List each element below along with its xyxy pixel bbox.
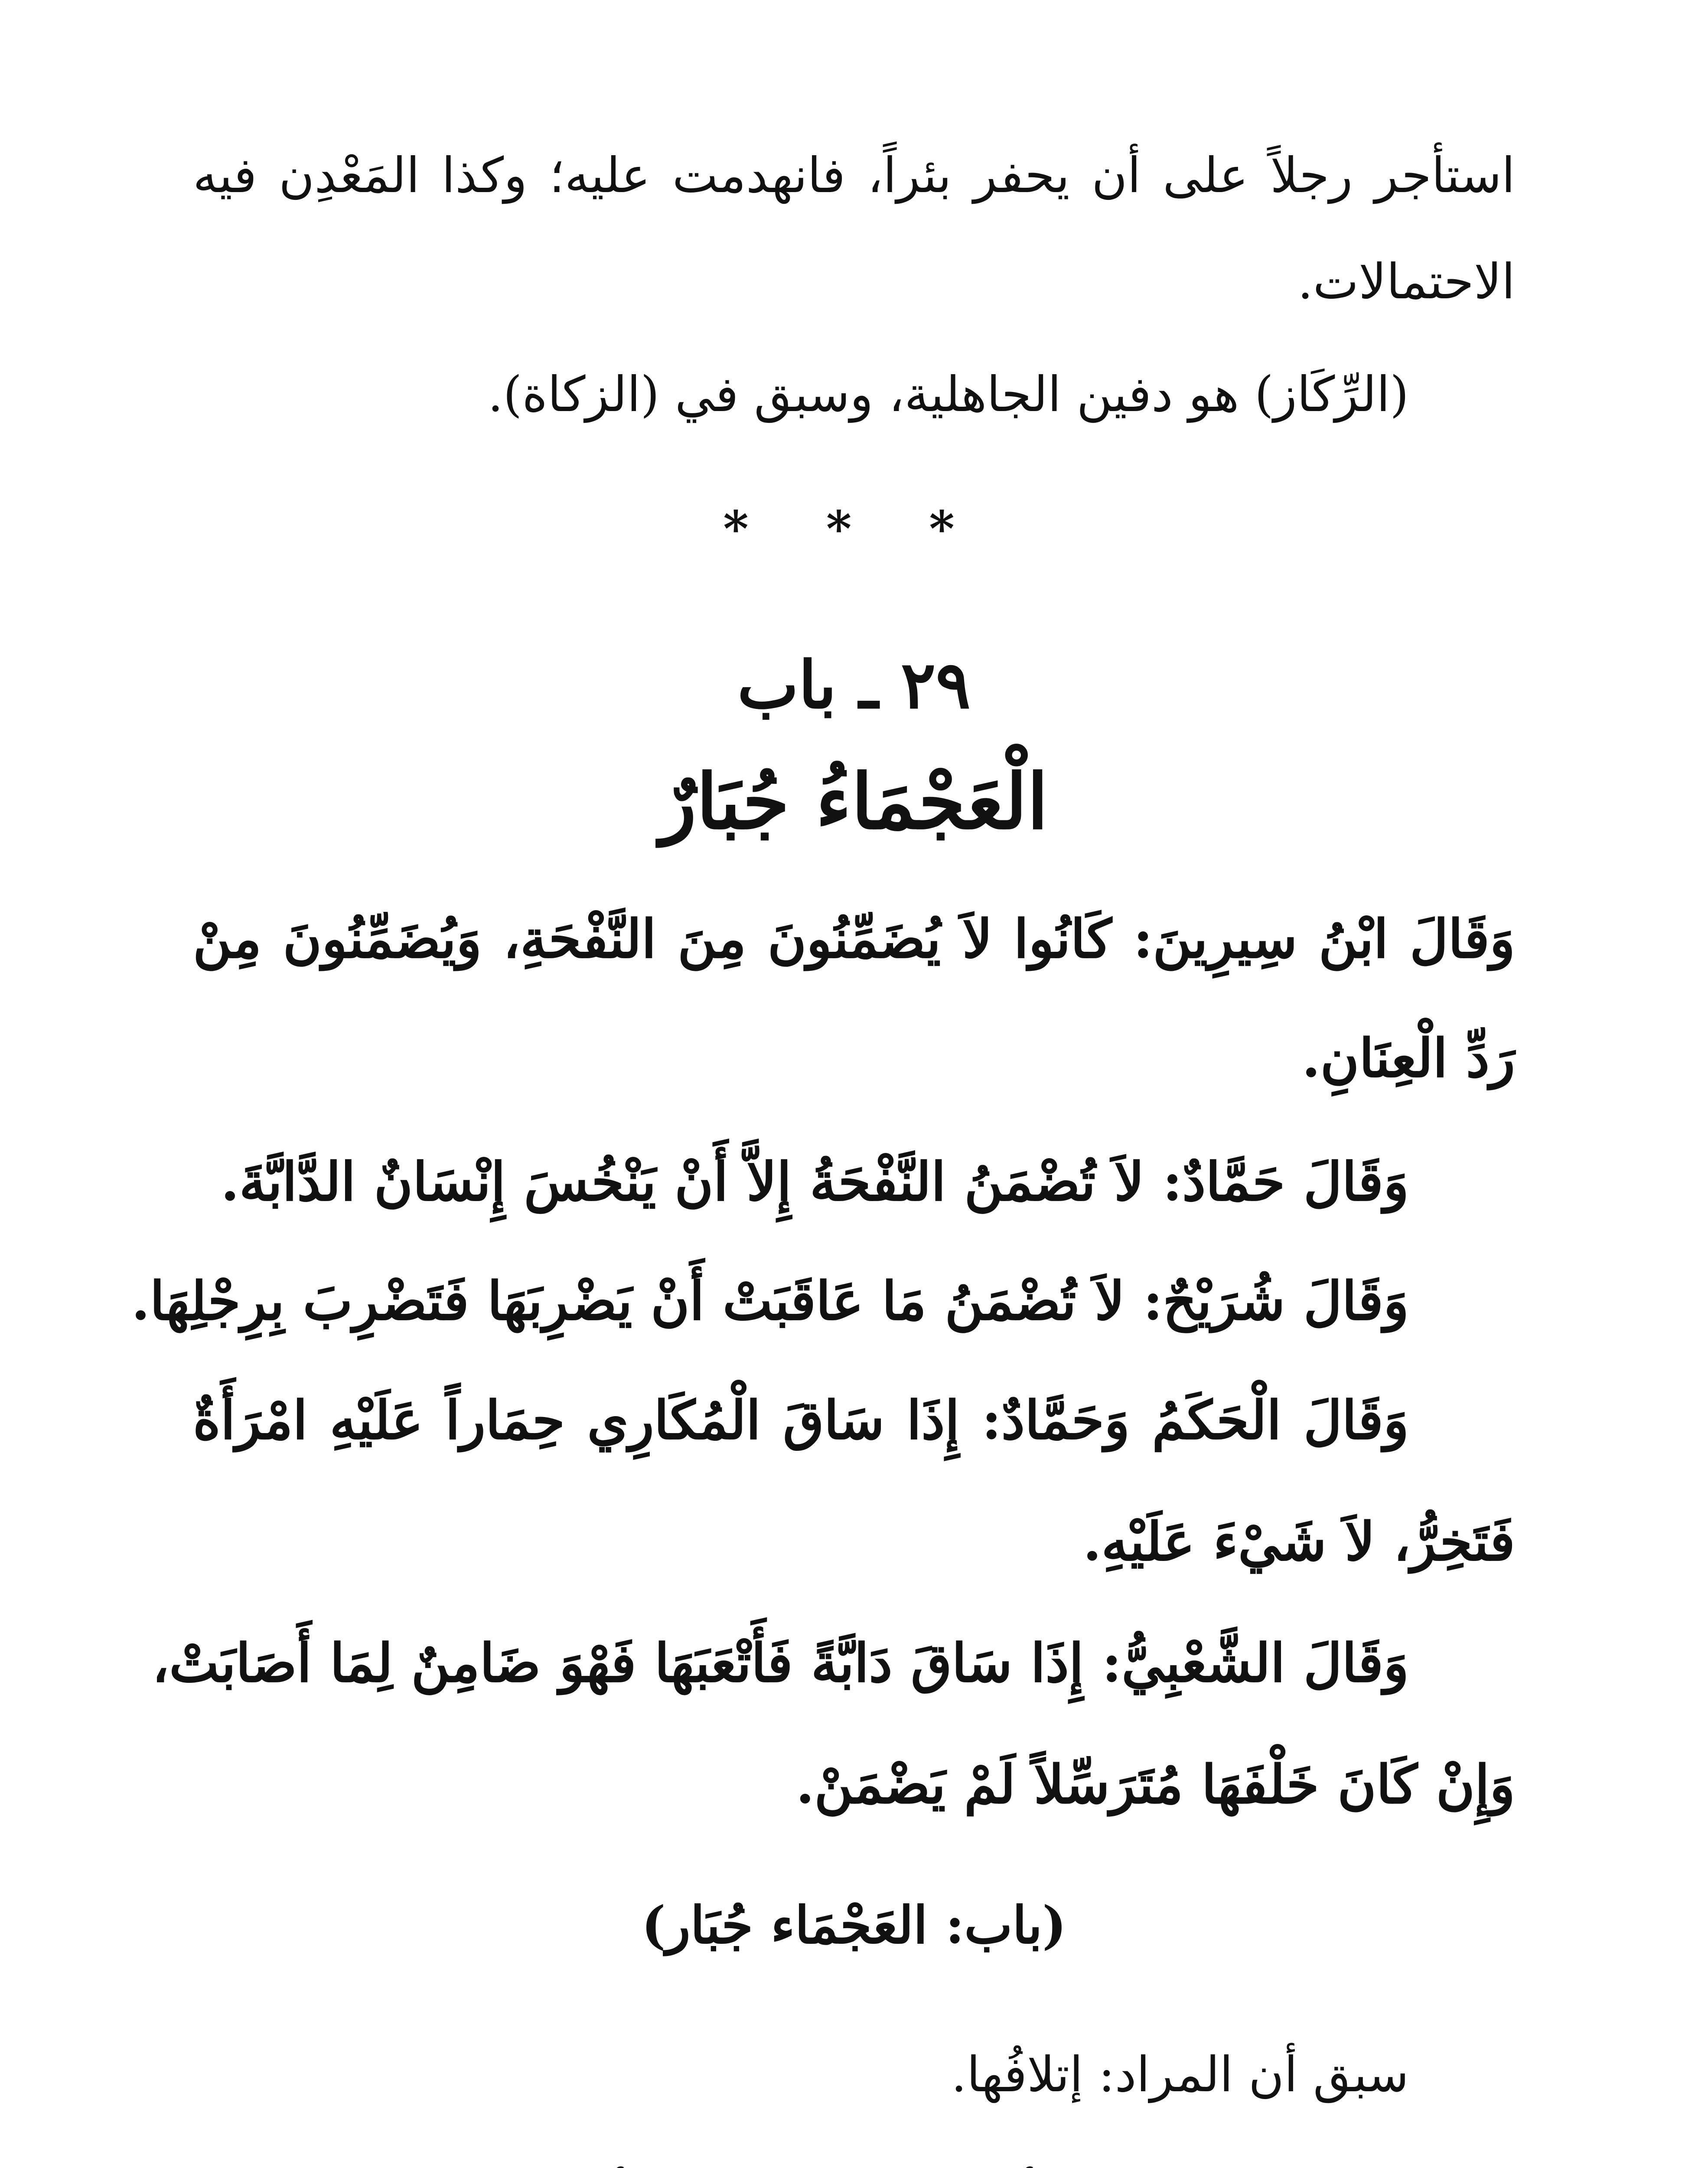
matn-line: وَقَالَ الشَّعْبِيُّ: إِذَا سَاقَ دَابَّةً فَأَتْعَبَهَا فَهْوَ ضَامِنٌ لِمَا أَصَابَتْ، <box>152 1632 1409 1694</box>
chapter-number: ٢٩ ـ باب <box>737 647 971 723</box>
matn-line: وَقَالَ الْحَكَمُ وَحَمَّادٌ: إِذَا سَاقَ الْمُكَارِي حِمَاراً عَلَيْهِ امْرَأَةٌ <box>193 1389 1409 1451</box>
rikaz-note: (الرِّكَاز) هو دفين الجاهلية، وسبق في (الزكاة). <box>488 366 1409 423</box>
section-separator: * * * <box>723 501 985 558</box>
matn-line: وَقَالَ حَمَّادٌ: لاَ تُضْمَنُ النَّفْحَةُ إِلاَّ أَنْ يَنْخُسَ إِنْسَانٌ الدَّابَّةَ. <box>221 1150 1409 1213</box>
matn-line: رَدِّ الْعِنَانِ. <box>1302 1027 1515 1089</box>
chapter-title: الْعَجْمَاءُ جُبَارٌ <box>660 757 1048 846</box>
matn-line: وَإِنْ كَانَ خَلْفَهَا مُتَرَسِّلاً لَمْ يَضْمَنْ. <box>795 1753 1515 1815</box>
commentary-heading: (باب: العَجْمَاء جُبَار) <box>641 1895 1067 1955</box>
matn-line: فَتَخِرُّ، لاَ شَيْءَ عَلَيْهِ. <box>1083 1510 1515 1573</box>
commentary-line <box>193 2166 1409 2168</box>
matn-line: وَقَالَ شُرَيْحٌ: لاَ تُضْمَنُ مَا عَاقَبَتْ أَنْ يَضْرِبَهَا فَتَضْرِبَ بِرِجْلِهَا. <box>131 1270 1409 1332</box>
matn-line: وَقَالَ ابْنُ سِيرِينَ: كَانُوا لاَ يُضَمِّنُونَ مِنَ النَّفْحَةِ، وَيُضَمِّنُونَ مِنْ <box>193 908 1515 970</box>
intro-text-line: الاحتمالات. <box>1297 254 1515 310</box>
intro-text-line: استأجر رجلاً على أن يحفر بئراً، فانهدمت عليه؛ وكذا المَعْدِن فيه <box>193 147 1515 204</box>
commentary-line: سبق أن المراد: إتلافُها. <box>951 2047 1409 2103</box>
